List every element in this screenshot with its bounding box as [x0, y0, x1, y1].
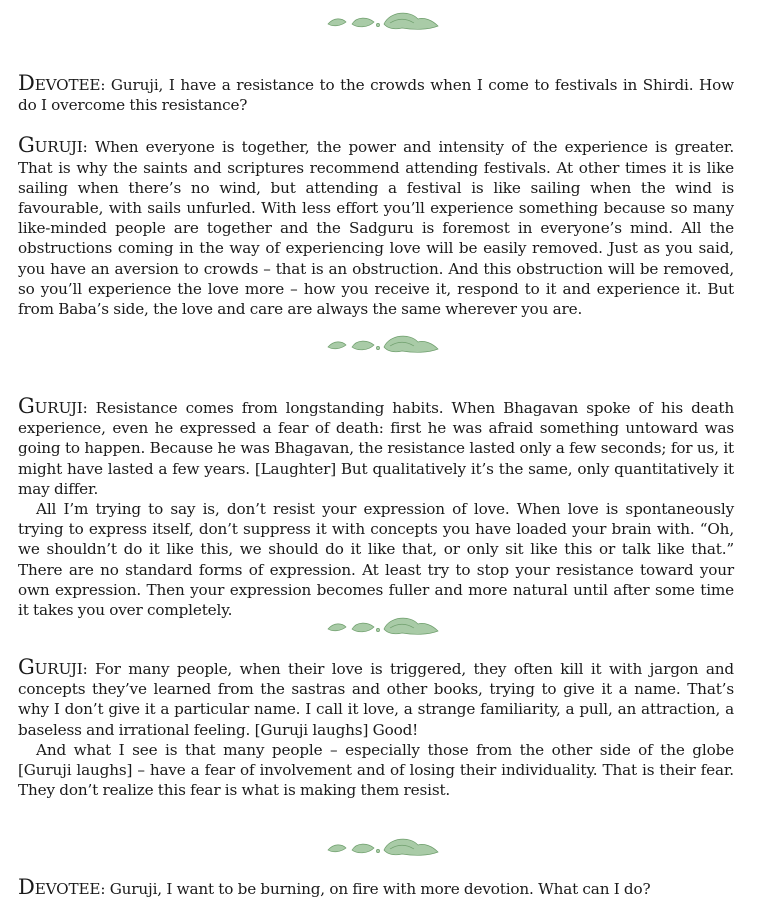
- speaker-label: GURUJI: [18, 133, 83, 158]
- guruji-answer: GURUJI: For many people, when their love is triggered, they often kill it with jargon and concepts they’ve learned from the sastras and other books, trying to give it a name. That’s why I don’t give it a particular name. I call it love, a strange familiarity, a pull, an attraction, a baseless and irrational feeling. [Guruji laughs] Good!: [18, 655, 734, 739]
- guruji-answer: GURUJI: Resistance comes from longstanding habits. When Bhagavan spoke of his death experience, even he expressed a fear of death: first he was afraid something untoward was going to happen. Because he was Bhagavan, the resistance lasted only a few seconds; for us, it might have lasted a few years. [Laughter] But qualitatively it’s the same, only quantitatively it may differ.: [18, 394, 734, 498]
- speaker-label: DEVOTEE: [18, 71, 101, 95]
- section-divider-ornament: [0, 613, 767, 641]
- speaker-label: DEVOTEE: [18, 875, 101, 899]
- devotee-question: DEVOTEE: Guruji, I have a resistance to the crowds when I come to festivals in Shirdi. How do I overcome this resistance?: [18, 71, 734, 115]
- section-3: [18, 657, 734, 800]
- section-1: [18, 73, 734, 319]
- guruji-answer: GURUJI: When everyone is together, the power and intensity of the experience is greater. That is why the saints and scriptures recommend attending festivals. At other times it is like sailing when there’s no wind, but attending a festival is like sailing when the wind is favourable, with sails unfurled. With less effort you’ll experience something because so many like-minded people are together and the Sadguru is foremost in everyone’s mind. All the obstructions coming in the way of experiencing love will be easily removed. Just as you said, you have an aversion to crowds – that is an obstruction. And this obstruction will be removed, so you’ll experience the love more – how you receive it, respond to it and experience it. But from Baba’s side, the love and care are always the same wherever you are.: [18, 133, 734, 319]
- guruji-answer-continued: All I’m trying to say is, don’t resist your expression of love. When love is spontaneously trying to express itself, don’t suppress it with concepts you have loaded your brain with. “Oh, we shouldn’t do it like this, we should do it like that, or only sit like this or talk like that.” There are no standard forms of expression. At least try to stop your resistance toward your own expression. Then your expression becomes fuller and more natural until after some time it takes you over completely.: [18, 500, 734, 620]
- leaf-vine-icon: [324, 332, 444, 358]
- section-divider-ornament: [0, 331, 767, 359]
- devotee-question: DEVOTEE: Guruji, I want to be burning, on fire with more devotion. What can I do?: [18, 875, 651, 899]
- section-divider-ornament: [0, 834, 767, 862]
- leaf-vine-icon: [324, 614, 444, 640]
- leaf-vine-icon: [324, 9, 444, 35]
- section-4: [18, 877, 734, 899]
- guruji-answer-continued: And what I see is that many people – especially those from the other side of the globe [Guruji laughs] – have a fear of involvement and of losing their individuality. That is their fear. They don’t realize this fear is what is making them resist.: [18, 740, 734, 800]
- section-divider-ornament: [0, 8, 767, 36]
- leaf-vine-icon: [324, 835, 444, 861]
- speaker-label: GURUJI: [18, 394, 83, 418]
- speaker-label: GURUJI: [18, 655, 83, 679]
- section-2: [18, 396, 734, 620]
